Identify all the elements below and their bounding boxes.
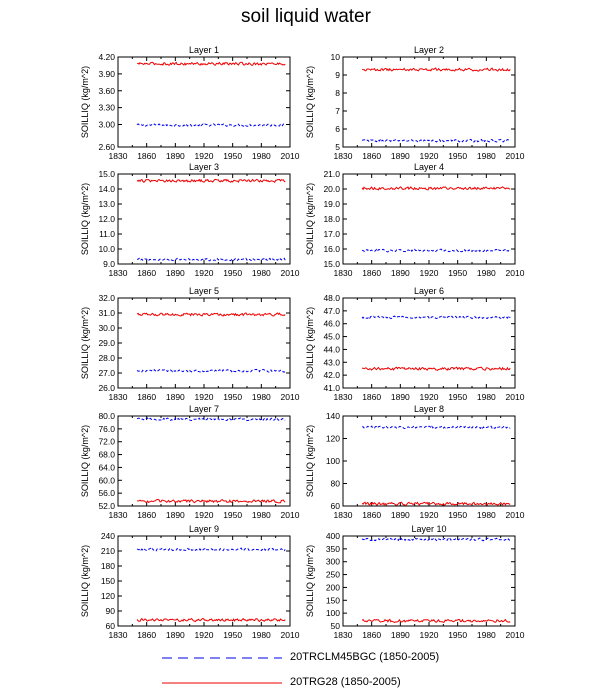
y-tick-label: 100 — [325, 456, 340, 466]
y-tick-label: 52.0 — [98, 501, 115, 511]
panel-title: Layer 1 — [188, 45, 220, 55]
y-tick-label: 10 — [330, 52, 340, 62]
y-tick-label: 8 — [335, 88, 340, 98]
y-tick-label: 41.0 — [323, 383, 340, 393]
x-tick-label: 1980 — [251, 151, 271, 161]
x-tick-label: 2010 — [280, 392, 300, 402]
y-axis-label: SOILLIQ (kg/m^2) — [80, 65, 90, 139]
x-tick-label: 2010 — [505, 151, 525, 161]
y-tick-label: 64.0 — [98, 462, 115, 473]
y-tick-label: 60 — [105, 621, 115, 631]
y-tick-label: 120 — [325, 433, 340, 444]
x-tick-label: 1920 — [194, 510, 214, 520]
y-tick-label: 15.0 — [323, 259, 340, 269]
x-tick-label: 1830 — [108, 392, 128, 402]
series-line-g28 — [137, 179, 285, 182]
y-tick-label: 200 — [325, 582, 340, 593]
x-tick-label: 1920 — [194, 630, 214, 640]
series-line-clm45 — [137, 258, 285, 261]
x-tick-label: 1950 — [223, 268, 243, 278]
x-tick-label: 1920 — [194, 268, 214, 278]
y-tick-label: 32.0 — [98, 293, 115, 303]
series-line-g28 — [137, 500, 285, 503]
y-tick-label: 5 — [335, 142, 340, 152]
y-tick-label: 30.0 — [98, 323, 115, 333]
x-tick-label: 1860 — [137, 268, 157, 278]
x-tick-label: 1860 — [362, 151, 382, 161]
x-tick-label: 1860 — [137, 510, 157, 520]
x-tick-label: 1890 — [390, 151, 410, 161]
y-axis-label: SOILLIQ (kg/m^2) — [80, 306, 90, 380]
y-tick-label: 80 — [330, 478, 340, 489]
y-tick-label: 250 — [325, 569, 340, 580]
y-tick-label: 120 — [100, 591, 115, 601]
x-tick-label: 1950 — [223, 510, 243, 520]
series-line-clm45 — [137, 369, 285, 372]
x-tick-label: 2010 — [280, 151, 300, 161]
y-tick-label: 9.0 — [103, 259, 115, 269]
series-line-g28 — [362, 187, 510, 190]
panel-layer-2 — [305, 45, 525, 161]
legend-label-g28: 20TRG28 (1850-2005) — [290, 676, 401, 688]
y-tick-label: 300 — [325, 556, 340, 567]
panel-title: Layer 6 — [413, 286, 445, 296]
plot-frame — [118, 174, 290, 264]
legend-label-clm45: 20TRCLM45BGC (1850-2005) — [290, 651, 440, 663]
x-tick-label: 1860 — [362, 510, 382, 520]
x-tick-label: 1920 — [419, 268, 439, 278]
series-line-clm45 — [362, 538, 510, 541]
panel-layer-3 — [80, 162, 300, 278]
page-title: soil liquid water — [241, 6, 371, 27]
x-tick-label: 1890 — [390, 392, 410, 402]
x-tick-label: 1890 — [165, 151, 185, 161]
y-tick-label: 26.0 — [98, 383, 115, 393]
series-line-g28 — [137, 618, 285, 621]
y-tick-label: 68.0 — [98, 449, 115, 460]
series-line-g28 — [362, 367, 510, 370]
y-tick-label: 80.0 — [98, 411, 115, 421]
x-tick-label: 1950 — [448, 151, 468, 161]
x-tick-label: 1890 — [390, 510, 410, 520]
y-tick-label: 3.30 — [98, 102, 115, 113]
y-tick-label: 44.0 — [323, 344, 340, 355]
x-tick-label: 1950 — [448, 630, 468, 640]
y-tick-label: 350 — [325, 543, 340, 554]
plot-frame — [343, 416, 515, 506]
panel-title: Layer 8 — [413, 404, 445, 414]
y-axis-label: SOILLIQ (kg/m^2) — [305, 306, 315, 380]
y-tick-label: 9 — [335, 70, 340, 80]
y-tick-label: 12.0 — [98, 214, 115, 224]
panel-layer-8 — [305, 404, 525, 520]
x-tick-label: 1920 — [194, 392, 214, 402]
y-tick-label: 17.0 — [323, 229, 340, 239]
panel-title: Layer 3 — [188, 162, 220, 172]
y-tick-label: 10.0 — [98, 244, 115, 254]
panel-layer-4 — [305, 162, 525, 278]
x-tick-label: 1980 — [476, 630, 496, 640]
y-tick-label: 48.0 — [323, 293, 340, 303]
series-line-clm45 — [362, 316, 510, 318]
x-tick-label: 1920 — [419, 510, 439, 520]
y-tick-label: 19.0 — [323, 199, 340, 209]
x-tick-label: 2010 — [280, 510, 300, 520]
x-tick-label: 1830 — [108, 151, 128, 161]
y-axis-label: SOILLIQ (kg/m^2) — [80, 182, 90, 256]
y-axis-label: SOILLIQ (kg/m^2) — [305, 182, 315, 256]
y-tick-label: 21.0 — [323, 169, 340, 179]
y-tick-label: 31.0 — [98, 308, 115, 318]
x-tick-label: 1860 — [137, 630, 157, 640]
y-tick-label: 180 — [100, 561, 115, 571]
x-tick-label: 1830 — [333, 392, 353, 402]
y-tick-label: 210 — [100, 546, 115, 556]
x-tick-label: 1860 — [137, 151, 157, 161]
x-tick-label: 1890 — [165, 392, 185, 402]
x-tick-label: 1980 — [251, 630, 271, 640]
x-tick-label: 1860 — [362, 392, 382, 402]
plot-frame — [118, 298, 290, 388]
x-tick-label: 2010 — [505, 268, 525, 278]
panel-title: Layer 4 — [413, 162, 445, 172]
y-tick-label: 6 — [335, 124, 340, 134]
y-tick-label: 14.0 — [98, 184, 115, 194]
plot-frame — [118, 416, 290, 506]
x-tick-label: 1980 — [476, 268, 496, 278]
y-tick-label: 15.0 — [98, 169, 115, 179]
x-tick-label: 1950 — [448, 268, 468, 278]
x-tick-label: 1890 — [390, 268, 410, 278]
y-tick-label: 140 — [325, 411, 340, 421]
series-line-clm45 — [137, 548, 285, 551]
x-tick-label: 1830 — [108, 268, 128, 278]
y-tick-label: 240 — [100, 531, 115, 541]
x-tick-label: 1980 — [476, 510, 496, 520]
y-tick-label: 46.0 — [323, 318, 340, 329]
series-line-g28 — [137, 313, 285, 316]
x-tick-label: 1830 — [333, 268, 353, 278]
y-tick-label: 18.0 — [323, 214, 340, 224]
plot-frame — [118, 57, 290, 147]
y-tick-label: 90 — [105, 606, 115, 616]
y-tick-label: 150 — [325, 595, 340, 606]
y-tick-label: 2.60 — [98, 142, 115, 152]
x-tick-label: 1950 — [223, 630, 243, 640]
panel-title: Layer 5 — [188, 286, 220, 296]
x-tick-label: 1860 — [362, 268, 382, 278]
x-tick-label: 1950 — [223, 392, 243, 402]
y-tick-label: 43.0 — [323, 357, 340, 368]
panel-layer-7 — [80, 404, 300, 520]
x-tick-label: 1950 — [448, 392, 468, 402]
x-tick-label: 1950 — [448, 510, 468, 520]
x-tick-label: 1980 — [251, 392, 271, 402]
series-line-g28 — [137, 62, 285, 65]
x-tick-label: 1860 — [362, 630, 382, 640]
panel-layer-10 — [305, 524, 525, 640]
x-tick-label: 1920 — [419, 630, 439, 640]
plot-frame — [343, 536, 515, 626]
x-tick-label: 2010 — [505, 392, 525, 402]
x-tick-label: 1950 — [223, 151, 243, 161]
x-tick-label: 2010 — [505, 510, 525, 520]
y-tick-label: 4.20 — [98, 52, 115, 62]
y-tick-label: 56.0 — [98, 488, 115, 499]
y-tick-label: 45.0 — [323, 331, 340, 342]
y-tick-label: 47.0 — [323, 305, 340, 316]
x-tick-label: 1830 — [108, 510, 128, 520]
x-tick-label: 1980 — [251, 268, 271, 278]
y-tick-label: 60.0 — [98, 475, 115, 486]
y-axis-label: SOILLIQ (kg/m^2) — [305, 65, 315, 139]
y-tick-label: 3.00 — [98, 119, 115, 130]
series-line-clm45 — [362, 249, 510, 252]
x-tick-label: 1890 — [165, 510, 185, 520]
y-tick-label: 20.0 — [323, 184, 340, 194]
x-tick-label: 2010 — [280, 630, 300, 640]
panel-layer-5 — [80, 286, 300, 402]
panel-title: Layer 2 — [413, 45, 445, 55]
x-tick-label: 1860 — [137, 392, 157, 402]
y-tick-label: 29.0 — [98, 338, 115, 348]
series-line-clm45 — [362, 426, 510, 429]
y-axis-label: SOILLIQ (kg/m^2) — [80, 424, 90, 498]
panel-title: Layer 10 — [411, 524, 447, 534]
y-axis-label: SOILLIQ (kg/m^2) — [80, 544, 90, 618]
y-tick-label: 150 — [100, 576, 115, 586]
x-tick-label: 1920 — [194, 151, 214, 161]
x-tick-label: 1980 — [251, 510, 271, 520]
x-tick-label: 1980 — [476, 392, 496, 402]
y-tick-label: 3.60 — [98, 85, 115, 96]
panel-layer-1 — [80, 45, 300, 161]
series-line-g28 — [362, 502, 510, 505]
x-tick-label: 1890 — [165, 630, 185, 640]
x-tick-label: 1890 — [390, 630, 410, 640]
y-tick-label: 11.0 — [99, 229, 115, 239]
panel-title: Layer 9 — [188, 524, 220, 534]
panel-layer-6 — [305, 286, 525, 402]
y-tick-label: 42.0 — [323, 370, 340, 381]
series-line-clm45 — [137, 418, 285, 421]
y-axis-label: SOILLIQ (kg/m^2) — [305, 424, 315, 498]
x-tick-label: 1890 — [165, 268, 185, 278]
y-tick-label: 7 — [335, 106, 340, 116]
x-tick-label: 1830 — [108, 630, 128, 640]
y-tick-label: 50 — [330, 621, 340, 631]
x-tick-label: 1920 — [419, 151, 439, 161]
x-tick-label: 1830 — [333, 630, 353, 640]
series-line-clm45 — [137, 124, 285, 127]
x-tick-label: 1920 — [419, 392, 439, 402]
series-line-clm45 — [362, 139, 510, 142]
y-tick-label: 27.0 — [98, 368, 115, 378]
y-tick-label: 72.0 — [98, 436, 115, 447]
x-tick-label: 1830 — [333, 151, 353, 161]
series-line-g28 — [362, 68, 510, 71]
y-tick-label: 28.0 — [98, 353, 115, 363]
panel-title: Layer 7 — [188, 404, 220, 414]
y-axis-label: SOILLIQ (kg/m^2) — [305, 544, 315, 618]
y-tick-label: 400 — [325, 531, 340, 541]
panel-layer-9 — [80, 524, 300, 640]
y-tick-label: 76.0 — [98, 423, 115, 434]
x-tick-label: 1830 — [333, 510, 353, 520]
y-tick-label: 100 — [325, 608, 340, 619]
y-tick-label: 60 — [330, 501, 340, 511]
y-tick-label: 3.90 — [98, 68, 115, 79]
x-tick-label: 1980 — [476, 151, 496, 161]
x-tick-label: 2010 — [280, 268, 300, 278]
y-tick-label: 16.0 — [323, 244, 340, 254]
series-line-g28 — [362, 619, 510, 622]
plot-frame — [343, 298, 515, 388]
y-tick-label: 13.0 — [98, 199, 115, 209]
x-tick-label: 2010 — [505, 630, 525, 640]
